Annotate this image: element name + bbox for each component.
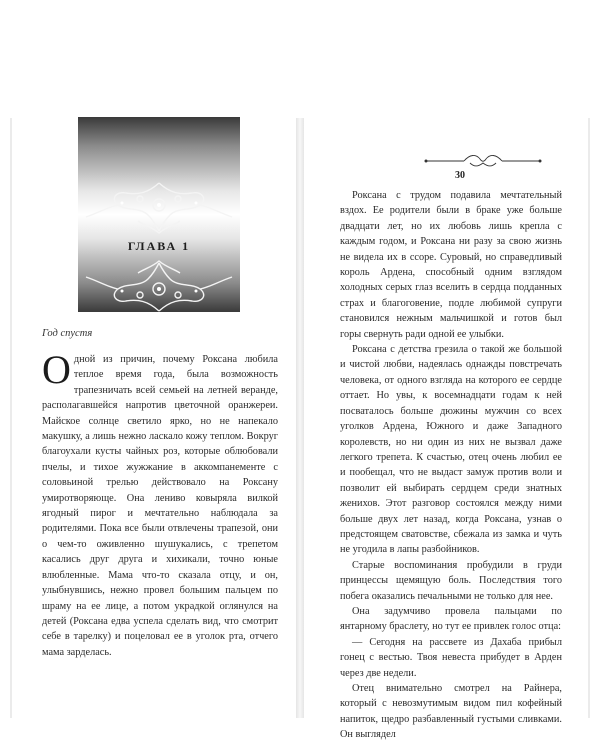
right-paragraph-2: Роксана с детства грезила о такой же большой и чистой любви, надеялась однажды повстречать человека, от одного взгляда на которого ее сердце оттает. Но увы, к восемнадцати годам к ней посваталось больше дюжины мужчин со всех уголков Ардена, Южного и даже Западного королевств, но ни один из них не вызвал даже легкого трепета. К счастью, отец очень любил ее и пообещал, что не выдаст замуж против воли и позволит ей выбирать сердцем среди знатных женихов. Этот разговор состоялся между ними больше двух лет назад, когда Роксана, узнав о предстоящем сватовстве, сбежала из замка и чуть не угодила в лапы разбойников. [340, 344, 562, 556]
right-paragraph-5: — Сегодня на рассвете из Дахаба прибыл гонец с вестью. Твоя невеста прибудет в Арден через две недели. [340, 636, 562, 679]
filigree-ornament-bottom-icon [78, 257, 240, 317]
left-page-edge [10, 118, 12, 718]
right-paragraph-1: Роксана с трудом подавила мечтательный вздох. Ее родители были в браке уже больше двадцати лет, но их любовь лишь крепла с каждым годом, и Роксана ни разу за свою жизнь не видела их в ссоре. Суровый, но справедливый король Ардена, способный одним взглядом холодных серых глаз вселить в сердца подданных страх и благоговение, подле любимой супруги становился нежным мальчишкой и готов был горы свернуть ради одной ее улыбки. [340, 190, 562, 340]
book-gutter [296, 118, 304, 718]
filigree-ornament-top-icon [78, 177, 240, 237]
running-head-ornament-icon [424, 150, 542, 172]
chapter-epigraph: Год спустя [42, 328, 93, 339]
left-paragraph-text: дной из причин, почему Роксана любила теплое время года, была возможность трапезничать всей семьей на летней веранде, располагавшейся напротив цветочной оранжереи. Майское солнце светило ярко, но не напекало макушку, а лишь нежно ласкало кожу теплом. Вокруг благоухали кусты чайных роз, которые облюбовали пчелы, и тихое жужжание в аккомпанементе с соловьиной трелью действовало на Роксану умиротворяюще. Она лениво ковыряла вилкой ягодный пирог и мечтательно наблюдала за родителями. Пока все были отвлечены трапезой, они о чем-то оживленно шушукались, с трепетом касались друг друга и хихикали, точно юные влюбленные. Мама что-то сказала отцу, и он, улыбнувшись, нежно провел большим пальцем по шраму на ее лице, а потом украдкой оглянулся на детей (Роксана едва успела сделать вид, что смотрит себе в тарелку) и поцеловал ее в уголок рта, отчего мама зарделась. [42, 354, 278, 658]
right-paragraph-6: Отец внимательно смотрел на Райнера, который с невозмутимым видом пил кофейный напиток, щедро разбавленный густыми сливками. Он выглядел [340, 683, 562, 741]
chapter-header-band [78, 117, 240, 312]
chapter-title: ГЛАВА 1 [127, 239, 191, 253]
left-paragraph [42, 347, 278, 660]
right-paragraph-4: Она задумчиво провела пальцами по янтарному браслету, но тут ее привлек голос отца: [340, 605, 562, 633]
page-number: 30 [455, 170, 465, 181]
right-page-body [340, 188, 562, 743]
drop-cap: О [42, 347, 71, 392]
right-page-edge [588, 118, 590, 718]
right-paragraph-3: Старые воспоминания пробудили в груди принцессы щемящую боль. Последствия того побега оказались печальными не только для нее. [340, 559, 562, 602]
left-page-body [42, 347, 278, 660]
